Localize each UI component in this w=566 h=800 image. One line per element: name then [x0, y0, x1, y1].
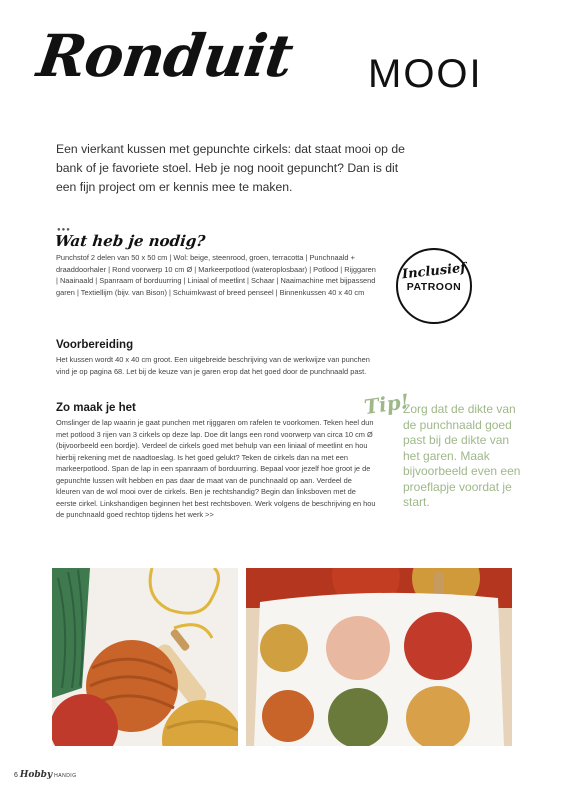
page-footer	[14, 770, 77, 780]
title-script: Ronduit	[33, 22, 297, 90]
materials-heading: Wat heb je nodig?	[54, 232, 207, 250]
instructions-heading: Zo maak je het	[56, 402, 136, 414]
instructions-text: Omslinger de lap waarin je gaat punchen met rijggaren om rafelen te voorkomen. Teken heel dun met potlood 3 rijen van 3 cirkels op deze lap. Doe dit langs een rond voorwerp van circa 10 cm Ø (bijvoorbeeld een bordje). Verdeel de cirkels goed met behulp van een liniaal of meetlint en hou hierbij rekening met de naadtoeslag. Is het goed gelukt? Teken de cirkels dan na met een markeerpotlood. Span de lap in een spanraam of borduurring. Bepaal voor jezelf hoe groot je de gepunchte lussen wilt hebben en pas daar de maat van de punchnaald op aan. Verdeel de kleuren van de wol mooi over de cirkels. Ben je rechtshandig? Begin dan linksboven met de eerste cirkel. Linkshandigen beginnen het best rechtsboven. Werk volgens de beschrijving en hou de punchnaald goed rechtop tijdens het werk >>	[56, 418, 376, 519]
watermark: PassionForum.ru	[471, 774, 548, 785]
pillow-photo	[246, 568, 512, 746]
badge-script-text: Inclusief	[401, 260, 467, 283]
footer-brand: Hobby	[19, 770, 53, 780]
materials-list: Punchstof 2 delen van 50 x 50 cm | Wol: beige, steenrood, groen, terracotta | Punchnaald + draaddoorhaler | Rond voorwerp 10 cm Ø | Markeerpotlood (wateroplosbaar) | Potlood | Rijggaren | Naainaald | Spanraam of borduurring | Liniaal of meetlint | Schaar | Naaimachine met bijpassend garen | Textiellijm (bijv. van Bison) | Schuimkwast of breed penseel | Binnenkussen 40 x 40 cm	[56, 253, 376, 297]
yarn-illustration	[52, 568, 238, 746]
tip-label: Tip!	[362, 388, 411, 420]
badge-caps-text: PATROON	[406, 281, 462, 293]
tip-text: Zorg dat de dikte van de punchnaald goed past bij de dikte van het garen. Maak bijvoorbeeld even een proeflapje voordat je start.	[403, 402, 521, 509]
decorative-dots: ●●●	[57, 227, 71, 233]
preparation-heading: Voorbereiding	[56, 339, 134, 351]
page-number: 6	[14, 772, 18, 779]
pattern-badge	[396, 248, 472, 324]
preparation-text: Het kussen wordt 40 x 40 cm groot. Een uitgebreide beschrijving van de werkwijze van punchen vind je op pagina 68. Let bij de keuze van je garen erop dat het goed door de punchnaald past.	[56, 355, 370, 376]
title-plain: MOOI	[368, 52, 483, 96]
pillow-illustration	[246, 568, 512, 746]
yarn-photo	[52, 568, 238, 746]
footer-brand-small: HANDIG	[54, 773, 77, 779]
intro-paragraph: Een vierkant kussen met gepunchte cirkels: dat staat mooi op de bank of je favoriete stoel. Heb je nog nooit gepuncht? Dan is dit een fijn project om er kennis mee te maken.	[56, 142, 405, 194]
